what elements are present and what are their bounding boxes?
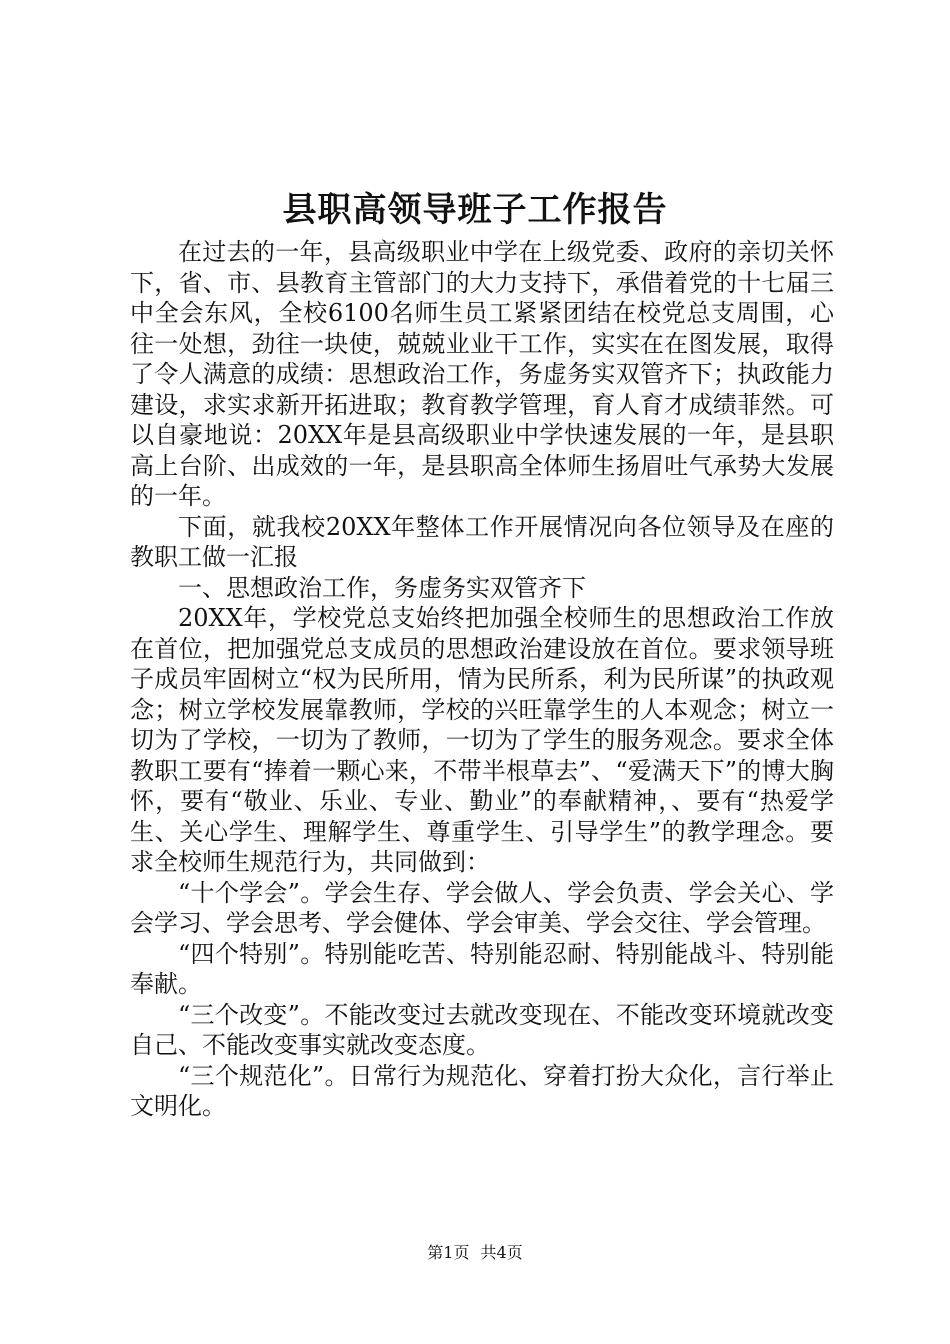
paragraph: 20XX年，学校党总支始终把加强全校师生的思想政治工作放在首位，把加强党总支成员的思想政治建设放在首位。要求领导班子成员牢固树立“权为民所用，情为民所系，利为民所谋”的执政观念；树立学校发展靠教师，学校的兴旺靠学生的人本观念；树立一切为了学校，一切为了教师，一切为了学生的服务观念。要求全体教职工要有“捧着一颗心来，不带半根草去”、“爱满天下”的博大胸怀，要有“敬业、乐业、专业、勤业”的奉献精神，、要有“热爱学生、关心学生、理解学生、尊重学生、引导学生”的教学理念。要求全校师生规范行为，共同做到： xyxy=(130,604,834,876)
paragraph: 下面，就我校20XX年整体工作开展情况向各位领导及在座的教职工做一汇报 xyxy=(130,512,834,571)
paragraph: 在过去的一年，县高级职业中学在上级党委、政府的亲切关怀下，省、市、县教育主管部门的大力支持下，承借着党的十七届三中全会东风，全校6100名师生员工紧紧团结在校党总支周围，心往一处想，劲往一块使，兢兢业业干工作，实实在在图发展，取得了令人满意的成绩：思想政治工作，务虚务实双管齐下；执政能力建设，求实求新开拓进取；教育教学管理，育人育才成绩菲然。可以自豪地说：20XX年是县高级职业中学快速发展的一年，是县职高上台阶、出成效的一年，是县职高全体师生扬眉吐气承势大发展的一年。 xyxy=(130,238,834,510)
paragraph: “三个改变”。不能改变过去就改变现在、不能改变环境就改变自己、不能改变事实就改变态度。 xyxy=(130,1000,834,1059)
document-title: 县职高领导班子工作报告 xyxy=(282,190,668,230)
paragraph: “四个特别”。特别能吃苦、特别能忍耐、特别能战斗、特别能奉献。 xyxy=(130,939,834,998)
paragraph: “十个学会”。学会生存、学会做人、学会负责、学会关心、学会学习、学会思考、学会健体、学会审美、学会交往、学会管理。 xyxy=(130,878,834,937)
document-body xyxy=(130,237,834,1122)
page-total: 共4页 xyxy=(480,1243,523,1262)
paragraph: “三个规范化”。日常行为规范化、穿着打扮大众化，言行举止文明化。 xyxy=(130,1061,834,1120)
section-heading: 一、思想政治工作，务虚务实双管齐下 xyxy=(178,573,586,602)
page-number: 第1页 xyxy=(427,1243,470,1262)
page-footer xyxy=(0,1242,950,1264)
